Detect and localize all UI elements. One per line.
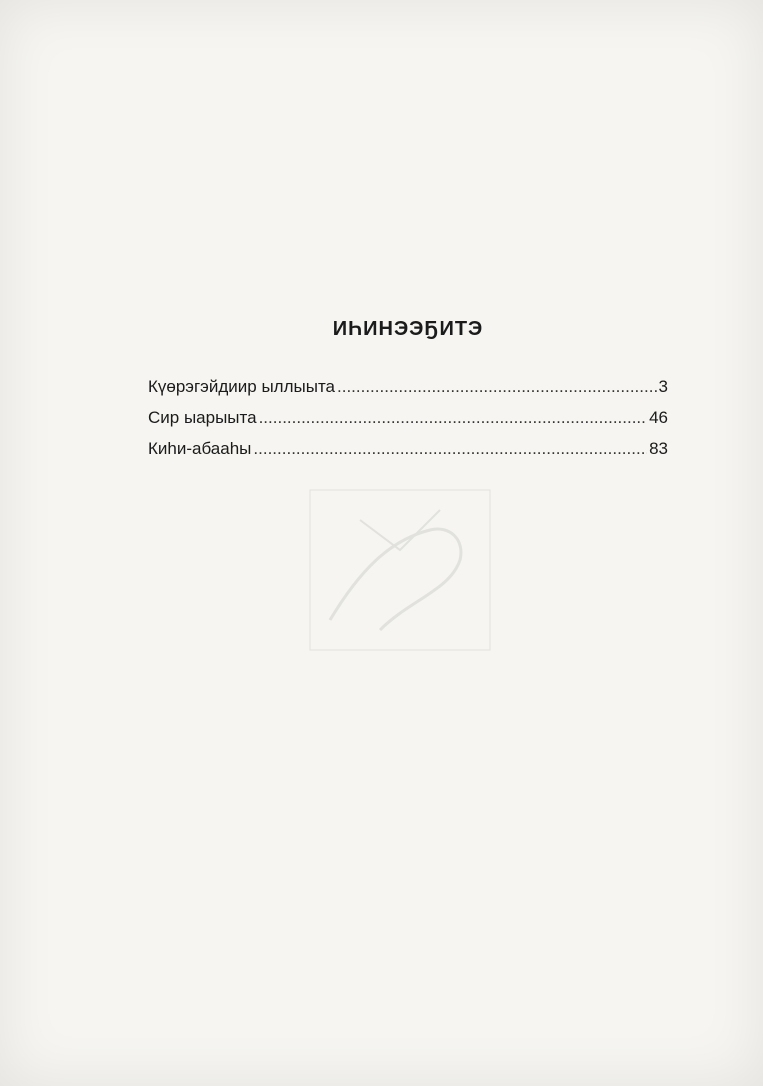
toc-entry: [148, 408, 668, 439]
toc-entry-page: 3: [658, 377, 668, 396]
table-of-contents: [148, 318, 668, 470]
dot-leader: [259, 408, 648, 428]
dot-leader: [253, 439, 647, 459]
toc-entry-page: 46: [649, 408, 668, 427]
dot-leader: [337, 377, 657, 397]
toc-list: [148, 377, 668, 470]
toc-entry-title: Сир ыарыыта: [148, 408, 257, 427]
toc-entry: [148, 377, 668, 408]
bleed-through-illustration: [300, 480, 500, 660]
toc-entry-page: 83: [649, 439, 668, 458]
toc-title: ИҺИНЭЭҔИТЭ: [332, 318, 484, 340]
toc-entry-title: Күөрэгэйдиир ыллыыта: [148, 377, 335, 396]
toc-entry-title: Киhи-абааhы: [148, 439, 252, 458]
toc-entry: [148, 439, 668, 470]
